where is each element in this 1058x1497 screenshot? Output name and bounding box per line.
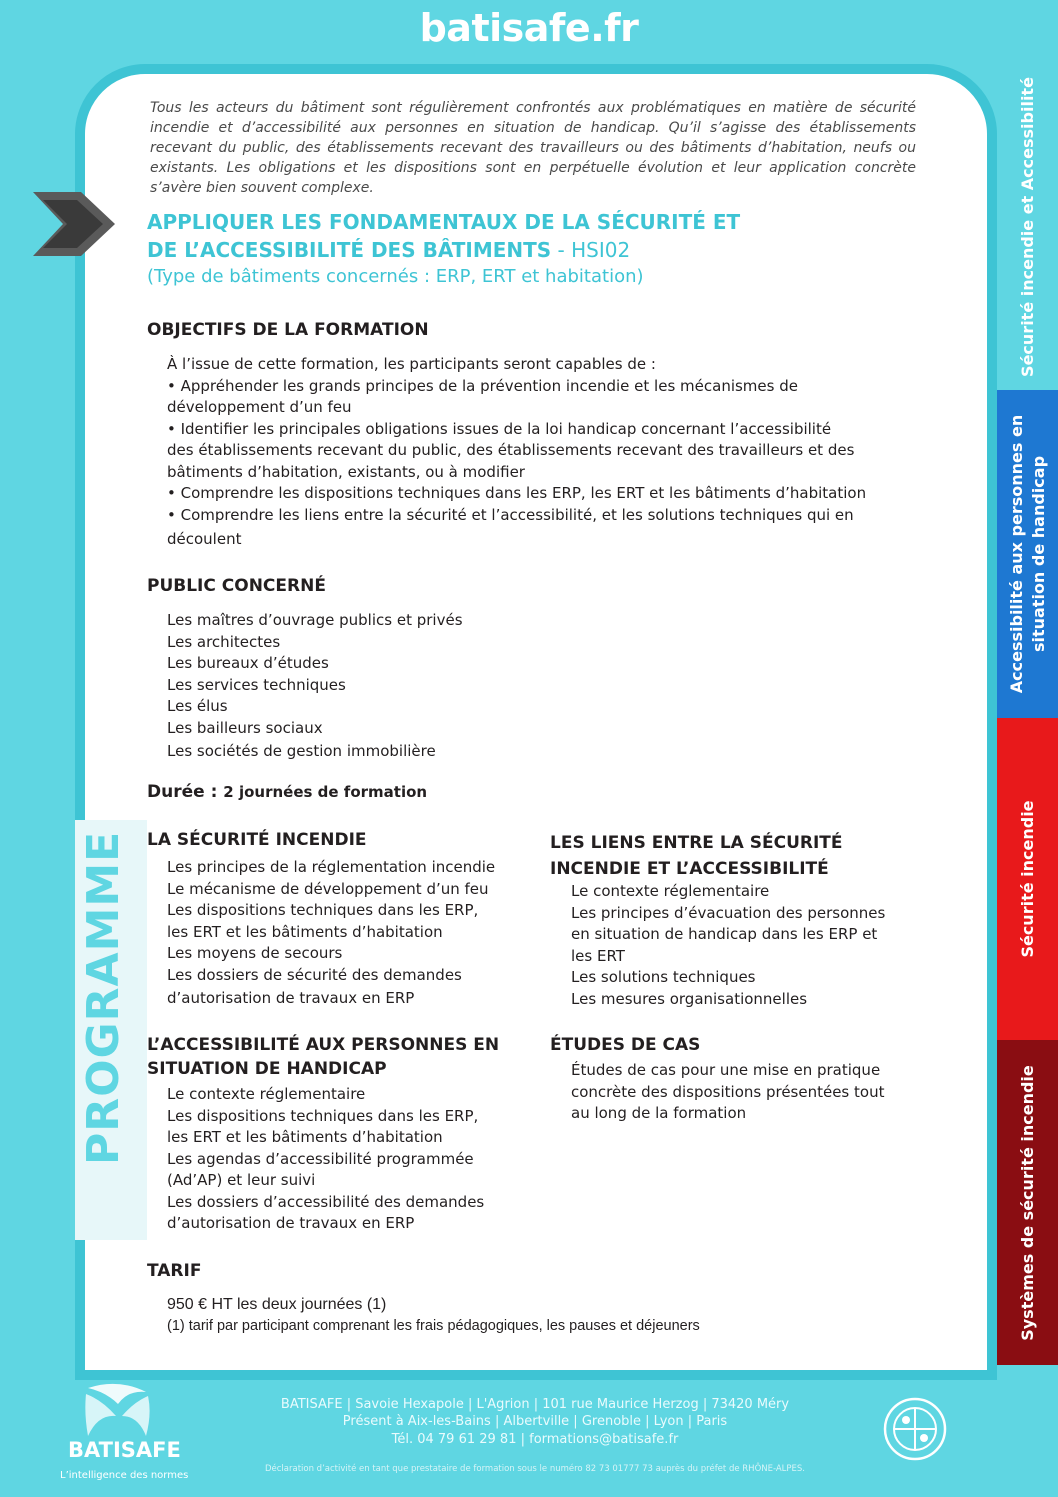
tarif-price: 950 € HT les deux journées (1) bbox=[167, 1296, 387, 1313]
list-item: Les bailleurs sociaux bbox=[167, 718, 323, 737]
list-item: Les principes de la réglementation incendie bbox=[167, 858, 496, 876]
chevron-arrow-icon bbox=[33, 192, 115, 256]
objectif-line: • Appréhender les grands principes de la prévention incendie et les mécanismes de bbox=[167, 376, 798, 395]
list-item: concrète des dispositions présentées tout bbox=[571, 1082, 885, 1101]
tab-accessibilite[interactable] bbox=[997, 390, 1058, 718]
batisafe-logo-icon bbox=[58, 1380, 178, 1440]
accessibilite-section bbox=[147, 1033, 499, 1081]
list-item: (Ad’AP) et leur suivi bbox=[167, 1171, 316, 1189]
duree-label: Durée : bbox=[147, 782, 224, 802]
course-subtitle: (Type de bâtiments concernés : ERP, ERT et habitation) bbox=[147, 266, 644, 287]
list-item: Les dispositions techniques dans les ERP, bbox=[167, 1106, 479, 1125]
objectif-line: des établissements recevant du public, des établissements recevant des travailleurs et des bbox=[167, 441, 855, 459]
list-item: Les services techniques bbox=[167, 675, 346, 694]
objectif-line: développement d’un feu bbox=[167, 398, 352, 416]
tab-label bbox=[1006, 415, 1050, 693]
tab-systemes-securite[interactable] bbox=[997, 1040, 1058, 1365]
list-item: Les principes d’évacuation des personnes bbox=[571, 903, 886, 922]
list-item: Le contexte réglementaire bbox=[571, 882, 770, 900]
liens-heading-1: LES LIENS ENTRE LA SÉCURITÉ bbox=[550, 833, 843, 853]
accessibilite-list bbox=[167, 1084, 484, 1235]
list-item: d’autorisation de travaux en ERP bbox=[167, 1214, 415, 1232]
objectifs-list bbox=[167, 354, 866, 551]
public-heading: PUBLIC CONCERNÉ bbox=[147, 576, 326, 596]
public-list bbox=[167, 610, 463, 763]
footer-address: BATISAFE | Savoie Hexapole | L'Agrion | 101 rue Maurice Herzog | 73420 Méry bbox=[280, 1397, 790, 1412]
objectif-line: • Comprendre les liens entre la sécurité et l’accessibilité, et les solutions techniques qui en bbox=[167, 505, 854, 524]
footer-declaration: Déclaration d’activité en tant que prestataire de formation sous le numéro 82 73 01777 73 auprès du préfet de RHÔNE-ALPES. bbox=[264, 1464, 806, 1474]
securite-list bbox=[167, 857, 495, 1010]
objectif-line: • Comprendre les dispositions techniques dans les ERP, les ERT et les bâtiments d’habitation bbox=[167, 484, 867, 502]
list-item: Les bureaux d’études bbox=[167, 654, 329, 672]
certification-seal-icon bbox=[882, 1396, 948, 1462]
programme-label: PROGRAMME bbox=[78, 830, 129, 1165]
tab-label: Sécurité incendie bbox=[1017, 800, 1037, 958]
etudes-section bbox=[550, 1035, 700, 1055]
liens-section bbox=[550, 830, 843, 882]
tab-securite-incendie[interactable] bbox=[997, 718, 1058, 1040]
list-item: Les agendas d’accessibilité programmée bbox=[167, 1149, 474, 1168]
liens-heading-2: INCENDIE ET L’ACCESSIBILITÉ bbox=[550, 859, 829, 879]
tab-securite-accessibilite[interactable] bbox=[997, 64, 1058, 390]
securite-heading: LA SÉCURITÉ INCENDIE bbox=[147, 830, 367, 850]
securite-section bbox=[147, 830, 367, 850]
list-item: Le contexte réglementaire bbox=[167, 1085, 366, 1103]
duree bbox=[147, 782, 427, 802]
accessibilite-heading-2: SITUATION DE HANDICAP bbox=[147, 1059, 387, 1079]
logo-name: BATISAFE bbox=[68, 1438, 181, 1462]
tab-label: Systèmes de sécurité incendie bbox=[1017, 1064, 1037, 1341]
duree-value: 2 journées de formation bbox=[223, 783, 428, 801]
footer-contact[interactable]: Tél. 04 79 61 29 81 | formations@batisafe.fr bbox=[391, 1432, 679, 1447]
list-item: en situation de handicap dans les ERP et bbox=[571, 925, 878, 943]
objectifs-section bbox=[147, 320, 429, 340]
tarif-heading: TARIF bbox=[147, 1261, 202, 1281]
objectif-line: bâtiments d’habitation, existants, ou à modifier bbox=[167, 462, 525, 481]
objectifs-heading: OBJECTIFS DE LA FORMATION bbox=[147, 320, 429, 340]
tab-label-text: Accessibilité aux personnes en situation de handicap bbox=[1006, 414, 1048, 694]
course-code: - HSI02 bbox=[551, 238, 631, 262]
list-item: Les maîtres d’ouvrage publics et privés bbox=[167, 611, 463, 629]
etudes-heading: ÉTUDES DE CAS bbox=[550, 1035, 701, 1055]
list-item: Les solutions techniques bbox=[571, 968, 756, 986]
list-item: Les moyens de secours bbox=[167, 944, 343, 962]
list-item: les ERT et les bâtiments d’habitation bbox=[167, 922, 443, 941]
list-item: d’autorisation de travaux en ERP bbox=[167, 989, 415, 1007]
logo-tagline: L’intelligence des normes bbox=[60, 1470, 189, 1481]
course-title bbox=[147, 208, 927, 264]
course-title-line2: DE L’ACCESSIBILITÉ DES BÂTIMENTS bbox=[147, 238, 552, 262]
tarif-section bbox=[147, 1261, 201, 1281]
list-item: au long de la formation bbox=[571, 1104, 747, 1122]
objectif-line: À l’issue de cette formation, les participants seront capables de : bbox=[167, 355, 656, 373]
list-item: Les mesures organisationnelles bbox=[571, 989, 808, 1008]
tab-label: Sécurité incendie et Accessibilité bbox=[1017, 77, 1037, 377]
tarif-note: (1) tarif par participant comprenant les frais pédagogiques, les pauses et déjeuners bbox=[167, 1318, 700, 1334]
site-title[interactable]: batisafe.fr bbox=[419, 6, 639, 50]
list-item: Les dossiers de sécurité des demandes bbox=[167, 965, 462, 984]
course-title-line1: APPLIQUER LES FONDAMENTAUX DE LA SÉCURITÉ ET bbox=[147, 210, 741, 234]
list-item: Les architectes bbox=[167, 632, 281, 651]
liens-list bbox=[571, 881, 885, 1010]
accessibilite-heading-1: L’ACCESSIBILITÉ AUX PERSONNES EN bbox=[147, 1035, 500, 1055]
list-item: Les élus bbox=[167, 697, 228, 715]
objectif-line: • Identifier les principales obligations issues de la loi handicap concernant l’accessibilité bbox=[167, 419, 832, 438]
list-item: les ERT et les bâtiments d’habitation bbox=[167, 1128, 443, 1146]
list-item: Les dossiers d’accessibilité des demandes bbox=[167, 1192, 485, 1211]
list-item: Les sociétés de gestion immobilière bbox=[167, 742, 436, 760]
list-item: les ERT bbox=[571, 946, 625, 965]
list-item: Le mécanisme de développement d’un feu bbox=[167, 879, 489, 898]
footer-locations: Présent à Aix-les-Bains | Albertville | Grenoble | Lyon | Paris bbox=[342, 1414, 728, 1429]
etudes-list bbox=[571, 1060, 884, 1125]
objectif-line: découlent bbox=[167, 530, 242, 548]
public-section bbox=[147, 576, 326, 596]
intro-paragraph: Tous les acteurs du bâtiment sont régulièrement confrontés aux problématiques en matière de sécurité incendie et d’accessibilité aux personnes en situation de handicap. Qu’il s’agisse des établissements recevant du public, des établissements recevant des travailleurs ou des bâtiments d’habitation, neufs ou existants. Les obligations et les dispositions sont en perpétuelle évolution et leur application concrète s’avère bien souvent complexe. bbox=[150, 100, 916, 196]
list-item: Études de cas pour une mise en pratique bbox=[571, 1061, 881, 1079]
list-item: Les dispositions techniques dans les ERP, bbox=[167, 901, 479, 919]
